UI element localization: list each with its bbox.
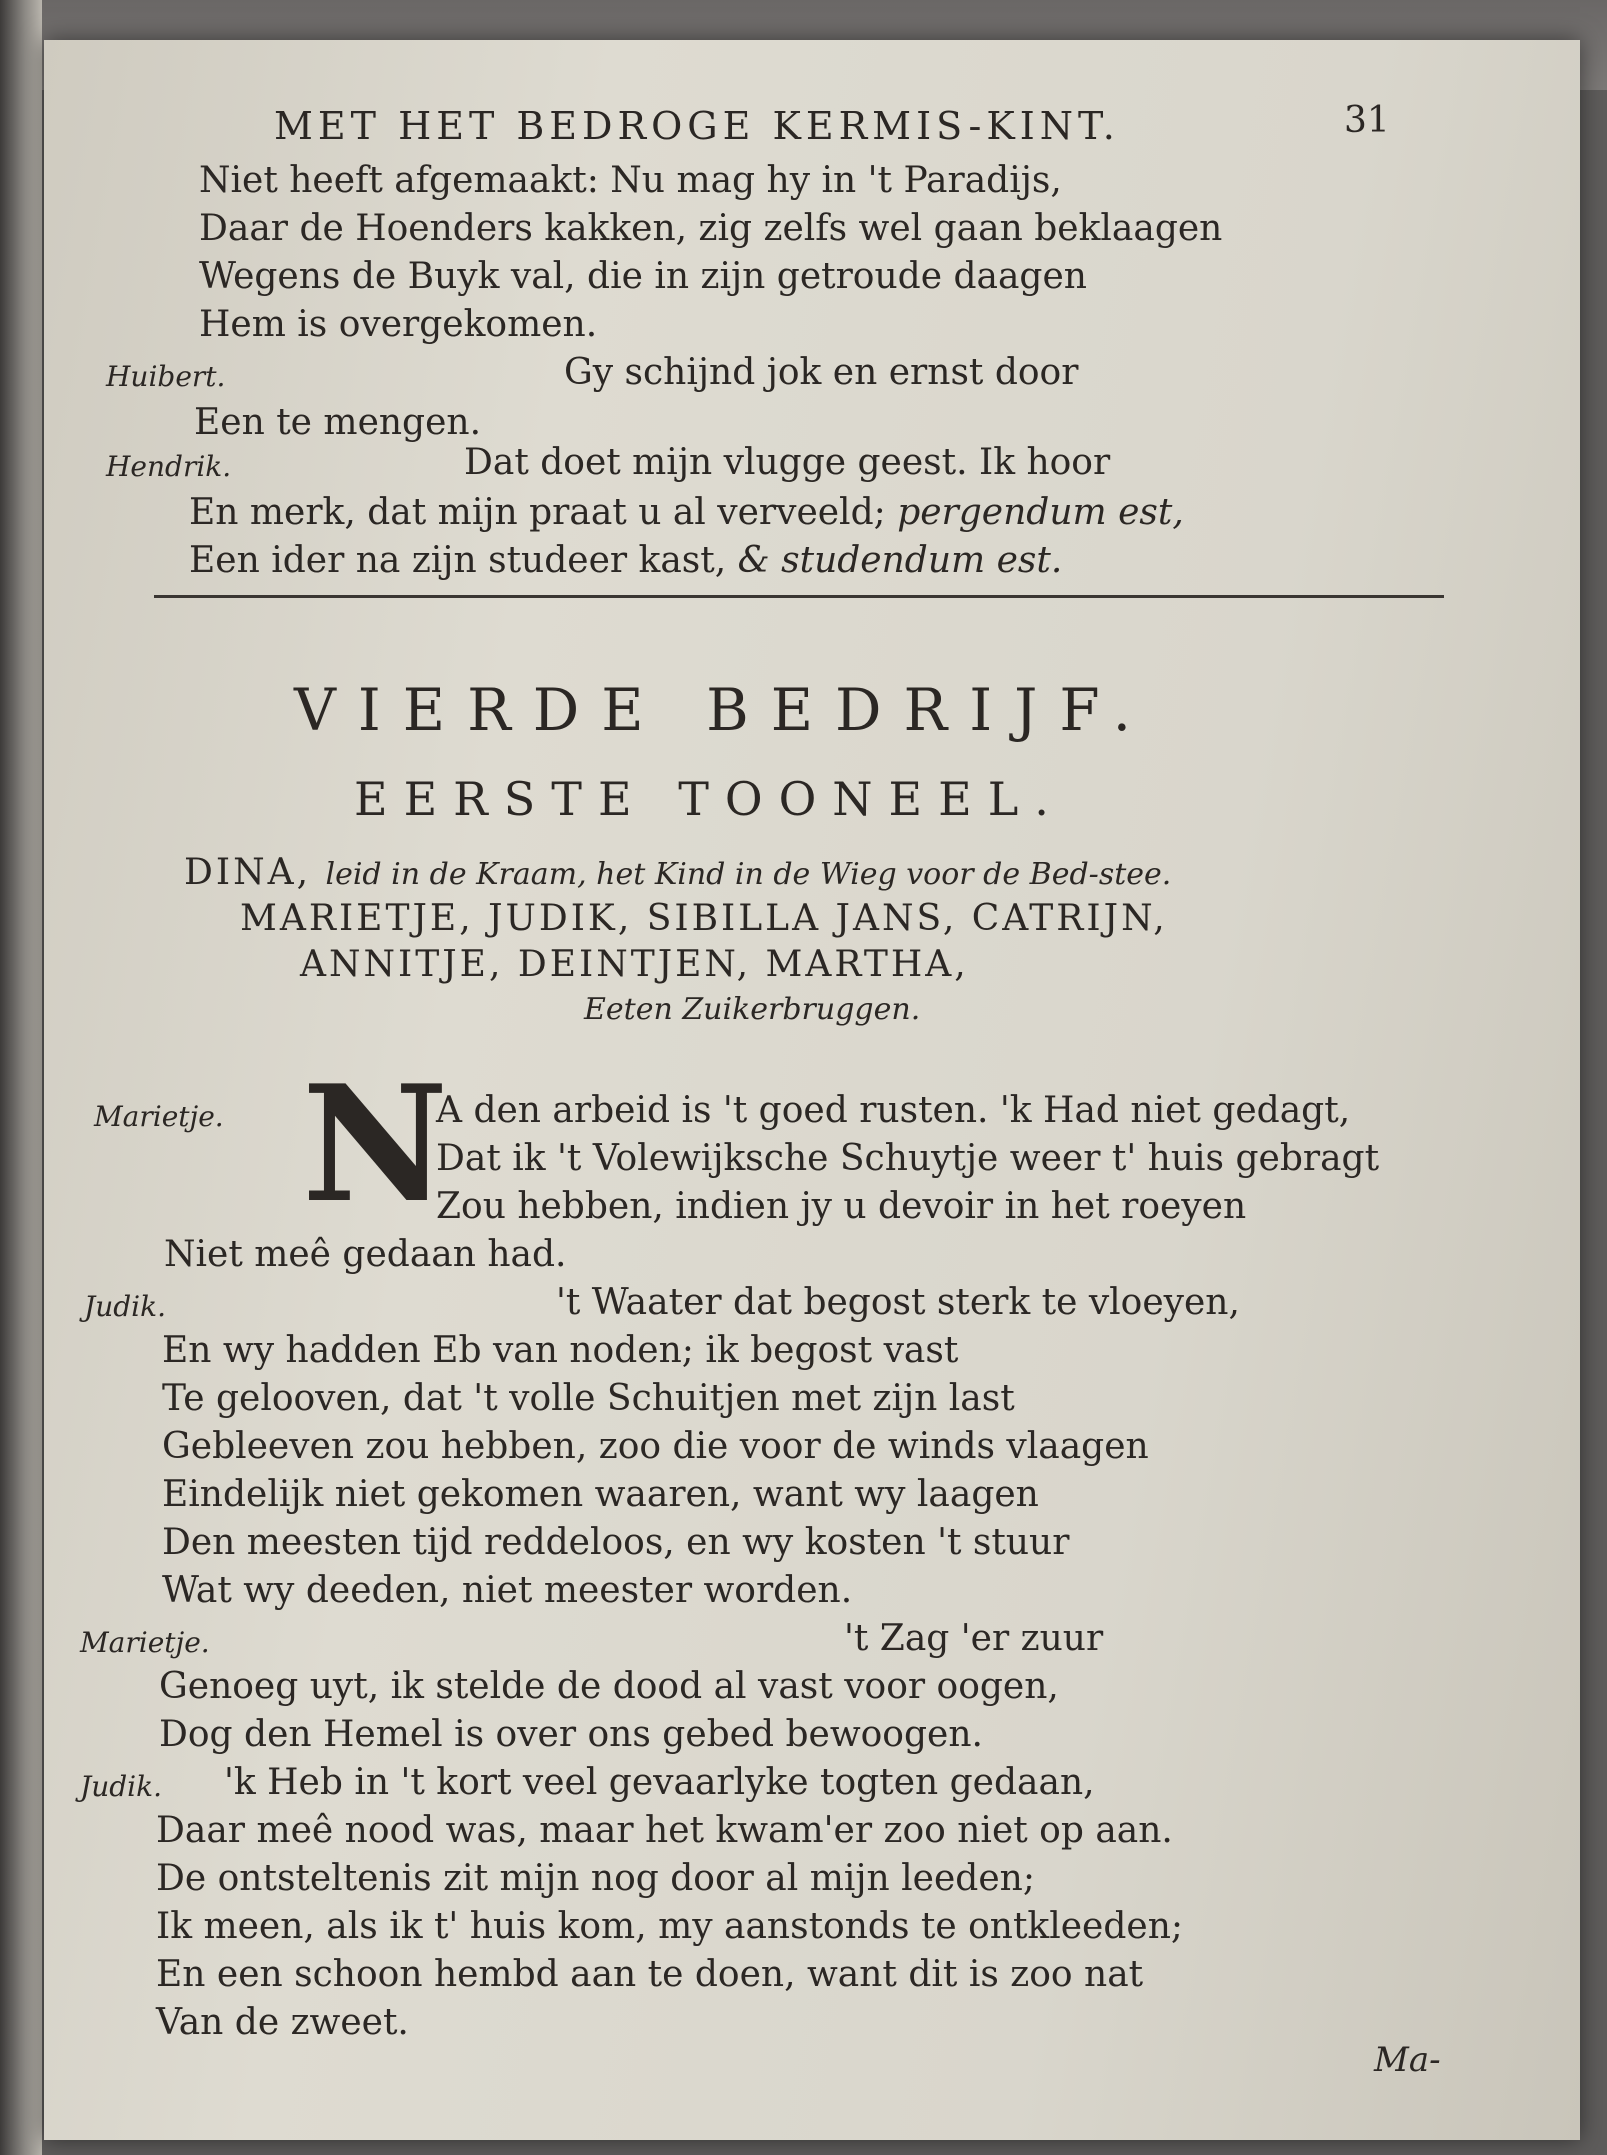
verse-line: Genoeg uyt, ik stelde de dood al vast voor oogen, [159, 1666, 1059, 1707]
persona-line: ANNITJE, DEINTJEN, MARTHA, [300, 944, 969, 985]
verse-line: 't Zag 'er zuur [844, 1618, 1104, 1659]
verse-line: En een schoon hembd aan te doen, want dit is zoo nat [156, 1954, 1144, 1995]
stage-direction: leid in de Kraam, het Kind in de Wieg voor de Bed-stee. [325, 857, 1172, 892]
verse-line: Den meesten tijd reddeloos, en wy kosten 't stuur [162, 1522, 1070, 1563]
page-number: 31 [1344, 100, 1390, 141]
verse-line: Wegens de Buyk val, die in zijn getroude daagen [199, 256, 1087, 297]
act-title: VIERDE BEDRIJF. [294, 676, 1154, 744]
verse-line: Ik meen, als ik t' huis kom, my aanstonds te ontkleeden; [156, 1906, 1184, 1947]
section-divider [154, 595, 1444, 598]
verse-line: Daar meê nood was, maar het kwam'er zoo niet op aan. [156, 1810, 1173, 1851]
verse-line: Niet meê gedaan had. [164, 1234, 567, 1275]
speaker-name: Huibert. [106, 360, 226, 393]
speaker-name: Judik. [84, 1290, 167, 1323]
verse-line: A den arbeid is 't goed rusten. 'k Had niet gedagt, [436, 1090, 1351, 1131]
latin-phrase: pergendum est, [897, 492, 1184, 533]
verse-line: Zou hebben, indien jy u devoir in het roeyen [436, 1186, 1247, 1227]
verse-line: Een te mengen. [194, 402, 482, 443]
running-head: MET HET BEDROGE KERMIS-KINT. [274, 104, 1120, 148]
verse-line: Te gelooven, dat 't volle Schuitjen met zijn last [162, 1378, 1015, 1419]
speaker-name: Judik. [80, 1770, 163, 1803]
speaker-name: Marietje. [80, 1626, 210, 1659]
verse-line: Dog den Hemel is over ons gebed bewoogen. [159, 1714, 983, 1755]
facing-page-edge [0, 0, 42, 2155]
verse-line: Eindelijk niet gekomen waaren, want wy laagen [162, 1474, 1039, 1515]
drop-cap: N [302, 1050, 449, 1238]
scene-title: EERSTE TOONEEL. [354, 772, 1065, 826]
verse-line: Niet heeft afgemaakt: Nu mag hy in 't Paradijs, [199, 160, 1062, 201]
verse-line: Dat ik 't Volewijksche Schuytje weer t' huis gebragt [436, 1138, 1380, 1179]
speaker-name: Hendrik. [106, 450, 232, 483]
verse-line: Gy schijnd jok en ernst door [564, 352, 1079, 393]
book-page [44, 40, 1580, 2140]
verse-line: 'k Heb in 't kort veel gevaarlyke togten gedaan, [224, 1762, 1095, 1803]
verse-line: Daar de Hoenders kakken, zig zelfs wel gaan beklaagen [199, 208, 1223, 249]
verse-line [189, 540, 1062, 581]
verse-text: Een ider na zijn studeer kast, [189, 540, 727, 581]
verse-line: Wat wy deeden, niet meester worden. [162, 1570, 853, 1611]
persona-line: MARIETJE, JUDIK, SIBILLA JANS, CATRIJN, [240, 898, 1168, 939]
verse-text: En merk, dat mijn praat u al verveeld; [189, 492, 886, 533]
verse-line: Hem is overgekomen. [199, 304, 598, 345]
verse-line: Dat doet mijn vlugge geest. Ik hoor [464, 442, 1111, 483]
verse-line: Van de zweet. [156, 2002, 409, 2043]
verse-line: 't Waater dat begost sterk te vloeyen, [556, 1282, 1240, 1323]
verse-line: En wy hadden Eb van noden; ik begost vast [162, 1330, 959, 1371]
verse-line: Gebleeven zou hebben, zoo die voor de winds vlaagen [162, 1426, 1149, 1467]
latin-phrase: & studendum est. [737, 540, 1063, 581]
speaker-name: Marietje. [94, 1100, 224, 1133]
persona-line [184, 852, 1171, 893]
verse-line [189, 492, 1184, 533]
persona-name: DINA, [184, 852, 312, 893]
stage-direction: Eeten Zuikerbruggen. [584, 992, 921, 1027]
catchword: Ma- [1374, 2040, 1441, 2080]
verse-line: De ontsteltenis zit mijn nog door al mijn leeden; [156, 1858, 1035, 1899]
